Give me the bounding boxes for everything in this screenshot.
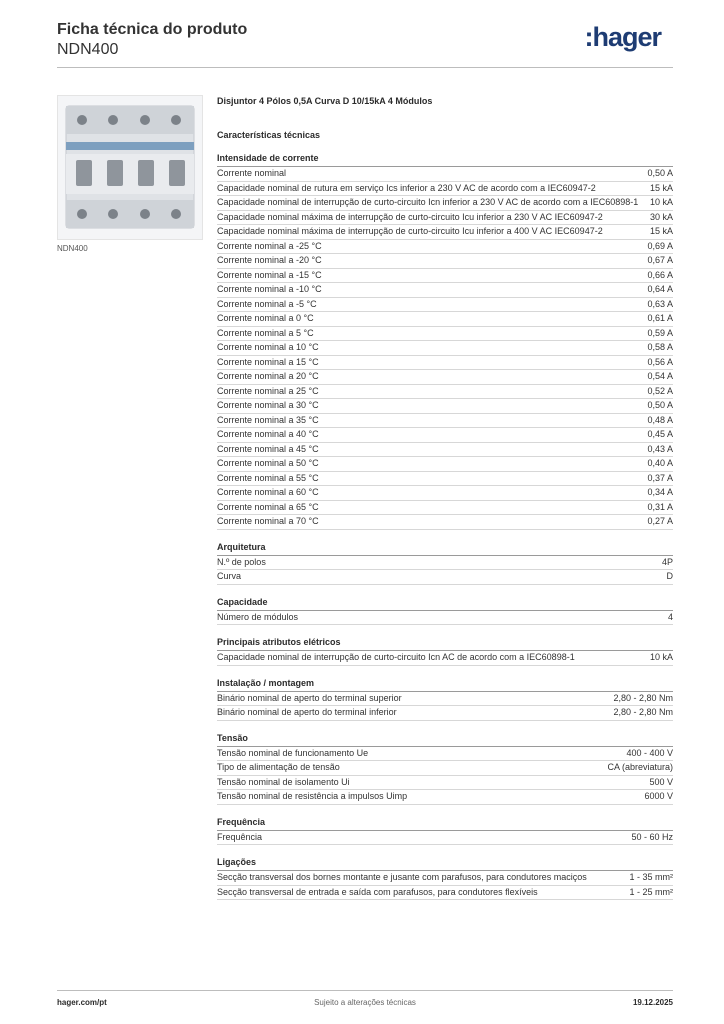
spec-value: 1 - 25 mm² (629, 886, 673, 897)
spec-label: Capacidade nominal máxima de interrupção de curto-circuito Icu inferior a 400 V AC IEC60947-2 (217, 226, 603, 236)
spec-section (217, 857, 673, 900)
spec-label: Corrente nominal a -5 °C (217, 298, 317, 309)
spec-label: Tensão nominal de funcionamento Ue (217, 747, 369, 758)
spec-value: 0,59 A (647, 327, 673, 338)
spec-label: Corrente nominal a 0 °C (217, 313, 314, 323)
spec-value: 0,56 A (647, 356, 673, 367)
spec-row (217, 761, 673, 776)
spec-row (217, 747, 673, 762)
spec-label: Capacidade nominal de interrupção de curto-circuito Icn inferior a 230 V AC de acordo com a IEC60898-1 (217, 197, 639, 207)
spec-value: 0,37 A (647, 472, 673, 483)
section-title: Ligações (217, 857, 673, 871)
spec-section (217, 817, 673, 846)
spec-label: Corrente nominal a 70 °C (217, 516, 319, 526)
page-footer (57, 998, 673, 1010)
spec-label: Corrente nominal a 10 °C (217, 342, 319, 352)
spec-row (217, 211, 673, 226)
spec-label: Corrente nominal a 50 °C (217, 458, 319, 468)
spec-row (217, 570, 673, 585)
technical-characteristics-heading: Características técnicas (217, 130, 321, 140)
spec-row (217, 443, 673, 458)
spec-value: 15 kA (649, 182, 673, 193)
spec-label: Corrente nominal a 60 °C (217, 487, 319, 497)
spec-value: 0,27 A (647, 516, 673, 526)
spec-row (217, 414, 673, 429)
spec-row (217, 327, 673, 342)
spec-row (217, 428, 673, 443)
spec-row (217, 399, 673, 414)
spec-row (217, 298, 673, 313)
spec-label: Tensão nominal de isolamento Ui (217, 776, 350, 787)
spec-label: Corrente nominal a -10 °C (217, 284, 322, 294)
spec-row (217, 706, 673, 721)
spec-row (217, 269, 673, 284)
spec-label: Capacidade nominal de interrupção de curto-circuito Icn AC de acordo com a IEC60898-1 (217, 652, 575, 662)
spec-row (217, 385, 673, 400)
section-title: Intensidade de corrente (217, 153, 673, 167)
spec-value: 4P (661, 556, 673, 567)
spec-label: Corrente nominal a 25 °C (217, 385, 319, 396)
spec-value: 10 kA (649, 197, 673, 207)
section-title: Frequência (217, 817, 673, 831)
spec-label: Corrente nominal a -20 °C (217, 255, 322, 265)
spec-row (217, 831, 673, 846)
spec-label: Número de módulos (217, 611, 299, 622)
website-link[interactable]: hager.com/pt (57, 998, 107, 1007)
spec-section (217, 597, 673, 626)
spec-value: 30 kA (649, 211, 673, 222)
spec-row (217, 182, 673, 197)
spec-row (217, 196, 673, 211)
page-header (57, 20, 673, 60)
spec-value: 2,80 - 2,80 Nm (613, 707, 673, 717)
spec-row (217, 501, 673, 516)
spec-label: Corrente nominal a 5 °C (217, 327, 314, 338)
spec-label: N.º de polos (217, 556, 266, 567)
spec-label: Corrente nominal (217, 168, 287, 178)
spec-section (217, 678, 673, 721)
spec-label: Corrente nominal a 40 °C (217, 429, 319, 439)
image-caption: NDN400 (57, 244, 88, 253)
spec-value: 0,66 A (647, 269, 673, 280)
spec-label: Binário nominal de aperto do terminal superior (217, 692, 402, 703)
spec-label: Corrente nominal a 35 °C (217, 414, 319, 425)
spec-section (217, 733, 673, 805)
spec-value: 0,58 A (647, 342, 673, 352)
spec-row (217, 611, 673, 626)
spec-value: 0,50 A (647, 168, 673, 178)
spec-row (217, 283, 673, 298)
spec-label: Corrente nominal a 65 °C (217, 501, 319, 512)
spec-value: 0,45 A (647, 429, 673, 439)
spec-section (217, 153, 673, 530)
product-description: Disjuntor 4 Pólos 0,5A Curva D 10/15kA 4 Módulos (217, 96, 433, 106)
spec-label: Curva (217, 571, 242, 581)
spec-row (217, 341, 673, 356)
spec-section (217, 542, 673, 585)
spec-value: D (666, 571, 673, 581)
spec-label: Corrente nominal a 55 °C (217, 472, 319, 483)
spec-row (217, 472, 673, 487)
hager-logo: :hager (584, 22, 661, 52)
section-title: Tensão (217, 733, 673, 747)
spec-content (217, 96, 673, 912)
spec-value: 0,54 A (647, 371, 673, 381)
spec-label: Corrente nominal a -15 °C (217, 269, 322, 280)
spec-label: Capacidade nominal máxima de interrupção de curto-circuito Icu inferior a 230 V AC IEC60947-2 (217, 211, 603, 222)
spec-label: Corrente nominal a 45 °C (217, 443, 319, 454)
spec-row (217, 370, 673, 385)
header-divider (57, 67, 673, 68)
spec-label: Tipo de alimentação de tensão (217, 762, 340, 772)
spec-label: Binário nominal de aperto do terminal inferior (217, 707, 397, 717)
spec-row (217, 167, 673, 182)
spec-value: 2,80 - 2,80 Nm (613, 692, 673, 703)
spec-label: Corrente nominal a 20 °C (217, 371, 319, 381)
spec-value: 10 kA (649, 652, 673, 662)
spec-row (217, 515, 673, 530)
spec-row (217, 225, 673, 240)
spec-value: 0,48 A (647, 414, 673, 425)
spec-value: 400 - 400 V (626, 747, 673, 758)
spec-value: 6000 V (644, 791, 673, 801)
spec-row (217, 356, 673, 371)
spec-value: 4 (667, 611, 673, 622)
spec-row (217, 776, 673, 791)
spec-row (217, 254, 673, 269)
spec-label: Frequência (217, 831, 263, 842)
spec-value: 0,52 A (647, 385, 673, 396)
spec-label: Corrente nominal a 30 °C (217, 400, 319, 410)
product-code: NDN400 (57, 41, 119, 58)
spec-sections (217, 153, 673, 900)
product-image (57, 95, 203, 240)
spec-value: 0,43 A (647, 443, 673, 454)
spec-row (217, 692, 673, 707)
spec-row (217, 312, 673, 327)
spec-value: 0,69 A (647, 240, 673, 251)
spec-value: 0,34 A (647, 487, 673, 497)
spec-value: CA (abreviatura) (607, 762, 673, 772)
document-date: 19.12.2025 (632, 998, 673, 1007)
spec-value: 0,67 A (647, 255, 673, 265)
spec-label: Capacidade nominal de rutura em serviço Ics inferior a 230 V AC de acordo com a IEC60947-2 (217, 182, 596, 193)
disclaimer: Sujeito a alterações técnicas (314, 998, 416, 1007)
spec-row (217, 651, 673, 666)
spec-value: 0,31 A (647, 501, 673, 512)
spec-label: Corrente nominal a 15 °C (217, 356, 319, 367)
spec-value: 0,40 A (647, 458, 673, 468)
section-title: Capacidade (217, 597, 673, 611)
spec-label: Secção transversal de entrada e saída com parafusos, para condutores flexíveis (217, 886, 538, 897)
footer-divider (57, 990, 673, 991)
spec-row (217, 886, 673, 901)
spec-value: 0,63 A (647, 298, 673, 309)
section-title: Arquitetura (217, 542, 673, 556)
spec-row (217, 240, 673, 255)
spec-value: 1 - 35 mm² (629, 872, 673, 882)
spec-label: Corrente nominal a -25 °C (217, 240, 322, 251)
spec-label: Tensão nominal de resistência a impulsos Uimp (217, 791, 408, 801)
spec-value: 50 - 60 Hz (631, 831, 673, 842)
spec-value: 500 V (649, 776, 673, 787)
spec-row (217, 790, 673, 805)
spec-row (217, 871, 673, 886)
spec-value: 0,64 A (647, 284, 673, 294)
spec-row (217, 457, 673, 472)
spec-value: 0,61 A (647, 313, 673, 323)
spec-value: 0,50 A (647, 400, 673, 410)
breaker-illustration (58, 96, 202, 239)
spec-row (217, 486, 673, 501)
spec-value: 15 kA (649, 226, 673, 236)
section-title: Principais atributos elétricos (217, 637, 673, 651)
spec-label: Secção transversal dos bornes montante e jusante com parafusos, para condutores maciços (217, 872, 587, 882)
spec-section (217, 637, 673, 666)
section-title: Instalação / montagem (217, 678, 673, 692)
page-title: Ficha técnica do produto (57, 21, 248, 38)
spec-row (217, 556, 673, 571)
